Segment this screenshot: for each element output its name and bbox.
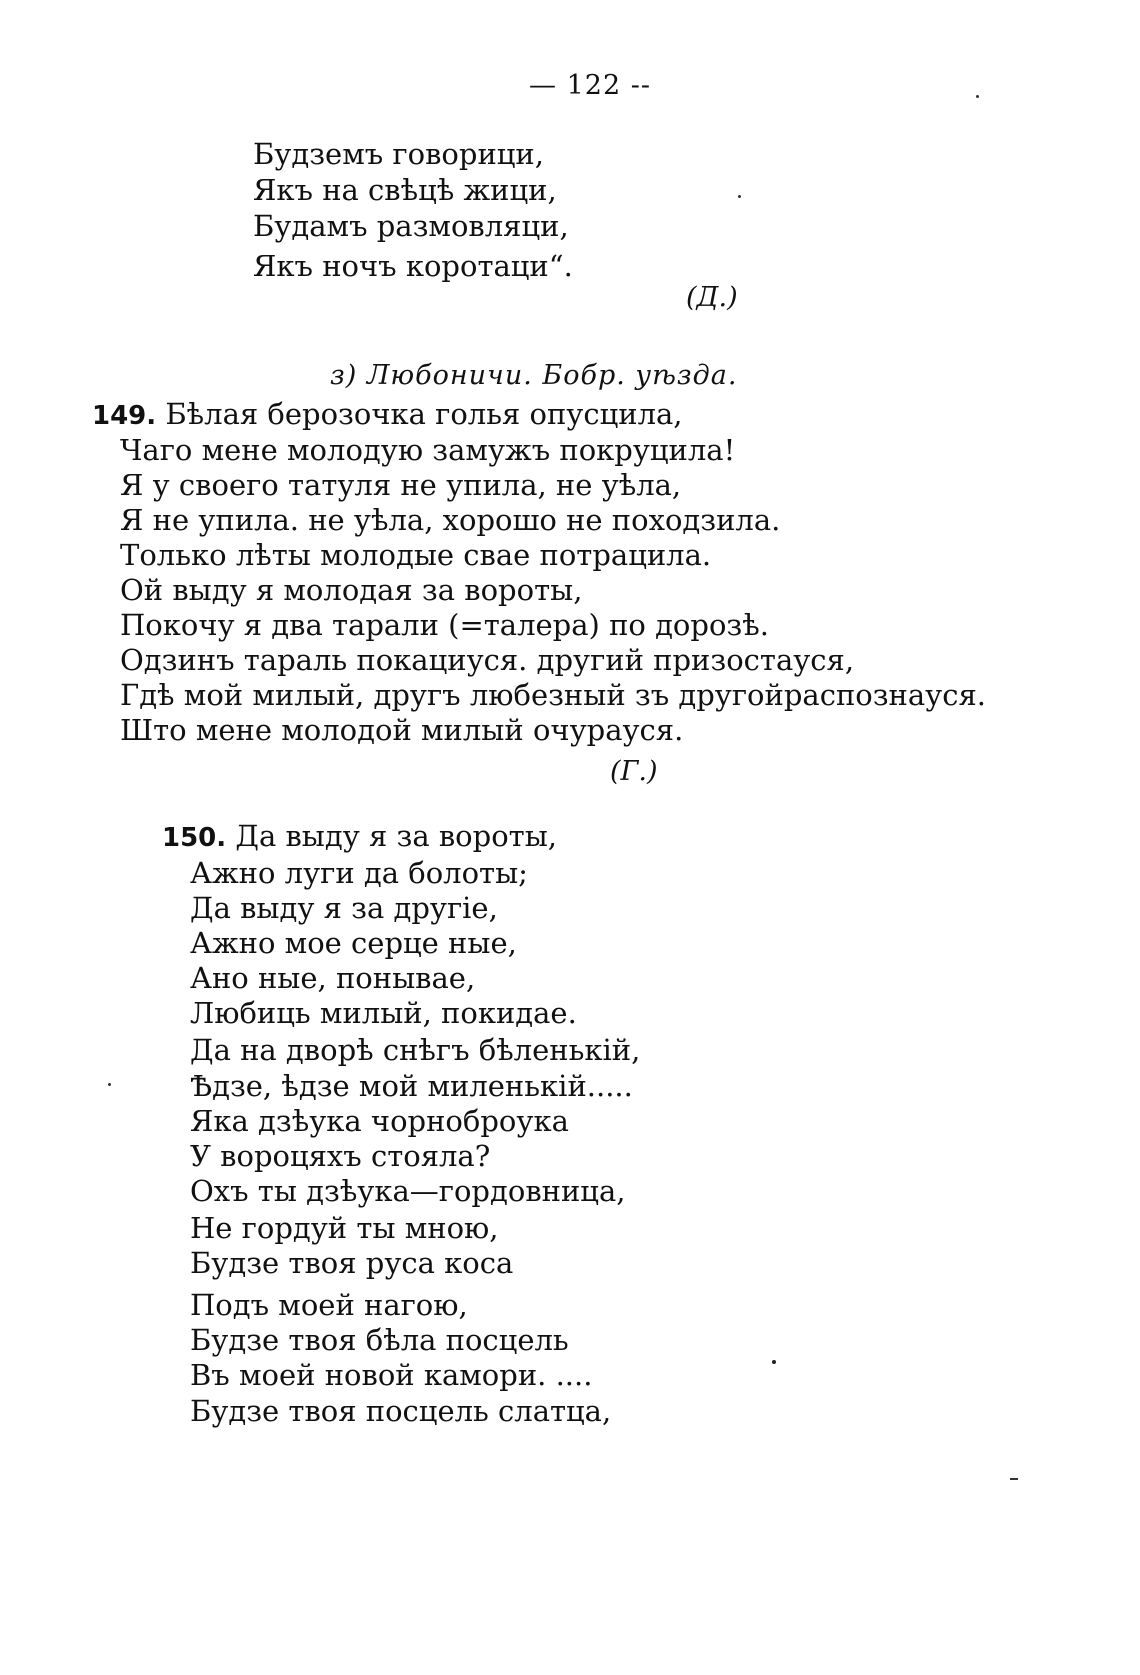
song-150-first-line (162, 818, 557, 856)
song-line: Только лѣты молодые свае потрацила. (120, 538, 712, 572)
song-line: Я у своего татуля не упила, не уѣла, (120, 468, 682, 502)
section-heading: з) Любоничи. Бобр. уѣзда. (330, 360, 738, 391)
scan-speck (772, 1360, 776, 1364)
song-line: У вороцяхъ стояла? (190, 1139, 491, 1173)
page-number: — 122 -- (529, 70, 651, 101)
song-line: Подъ моей нагою, (190, 1288, 468, 1322)
scan-speck (738, 195, 741, 198)
song-line: Не гордуй ты мною, (190, 1211, 499, 1245)
song-line: Яка дзѣука чорноброука (190, 1104, 569, 1138)
song-149-signature: (Г.) (610, 756, 658, 787)
scan-speck (1010, 1478, 1018, 1480)
song-line: Ано ные, понывае, (190, 961, 476, 995)
song-line: Да на дворѣ снѣгъ бѣленькій, (190, 1033, 641, 1067)
song-number: 150. (162, 823, 227, 853)
song-line: Чаго мене молодую замужъ покруцила! (120, 433, 736, 467)
song-line: Што мене молодой милый очурауся. (120, 713, 684, 747)
song-line: Гдѣ мой милый, другъ любезный зъ другойраспознауся. (120, 678, 986, 712)
song-line: Ѣдзе, ѣдзе мой миленькій..... (190, 1069, 633, 1103)
stanza-line: Будземъ говорици, (253, 137, 544, 171)
song-149-first-line (92, 396, 683, 434)
scan-speck (108, 1083, 111, 1086)
song-line: Любиць милый, покидае. (190, 996, 577, 1030)
song-line: Будзе твоя посцель слатца, (190, 1394, 612, 1428)
song-line: Я не упила. не уѣла, хорошо не походзила. (120, 503, 781, 537)
song-line: Будзе твоя руса коса (190, 1246, 514, 1280)
song-line: Будзе твоя бѣла посцель (190, 1323, 569, 1357)
song-line: Ажно луги да болоты; (190, 856, 528, 890)
stanza-signature: (Д.) (686, 282, 738, 313)
stanza-line: Якъ на свѣцѣ жици, (253, 173, 557, 207)
stanza-line: Якъ ночъ коротаци“. (253, 249, 573, 283)
song-line: Покочу я два тарали (=талера) по дорозѣ. (120, 608, 769, 642)
song-line: Да выду я за другіе, (190, 891, 498, 925)
song-line: Въ моей новой камори. .... (190, 1358, 593, 1392)
song-line: Да выду я за вороты, (235, 819, 557, 853)
song-line: Охъ ты дзѣука—гордовница, (190, 1174, 626, 1208)
song-line: Бѣлая берозочка голья опусцила, (165, 397, 683, 431)
stanza-line: Будамъ размовляци, (253, 209, 569, 243)
song-line: Ой выду я молодая за вороты, (120, 573, 583, 607)
song-line: Ажно мое серце ные, (190, 926, 517, 960)
song-number: 149. (92, 401, 157, 431)
scan-speck (976, 95, 979, 98)
song-line: Одзинъ тараль покациуся. другий призостауся, (120, 643, 855, 677)
